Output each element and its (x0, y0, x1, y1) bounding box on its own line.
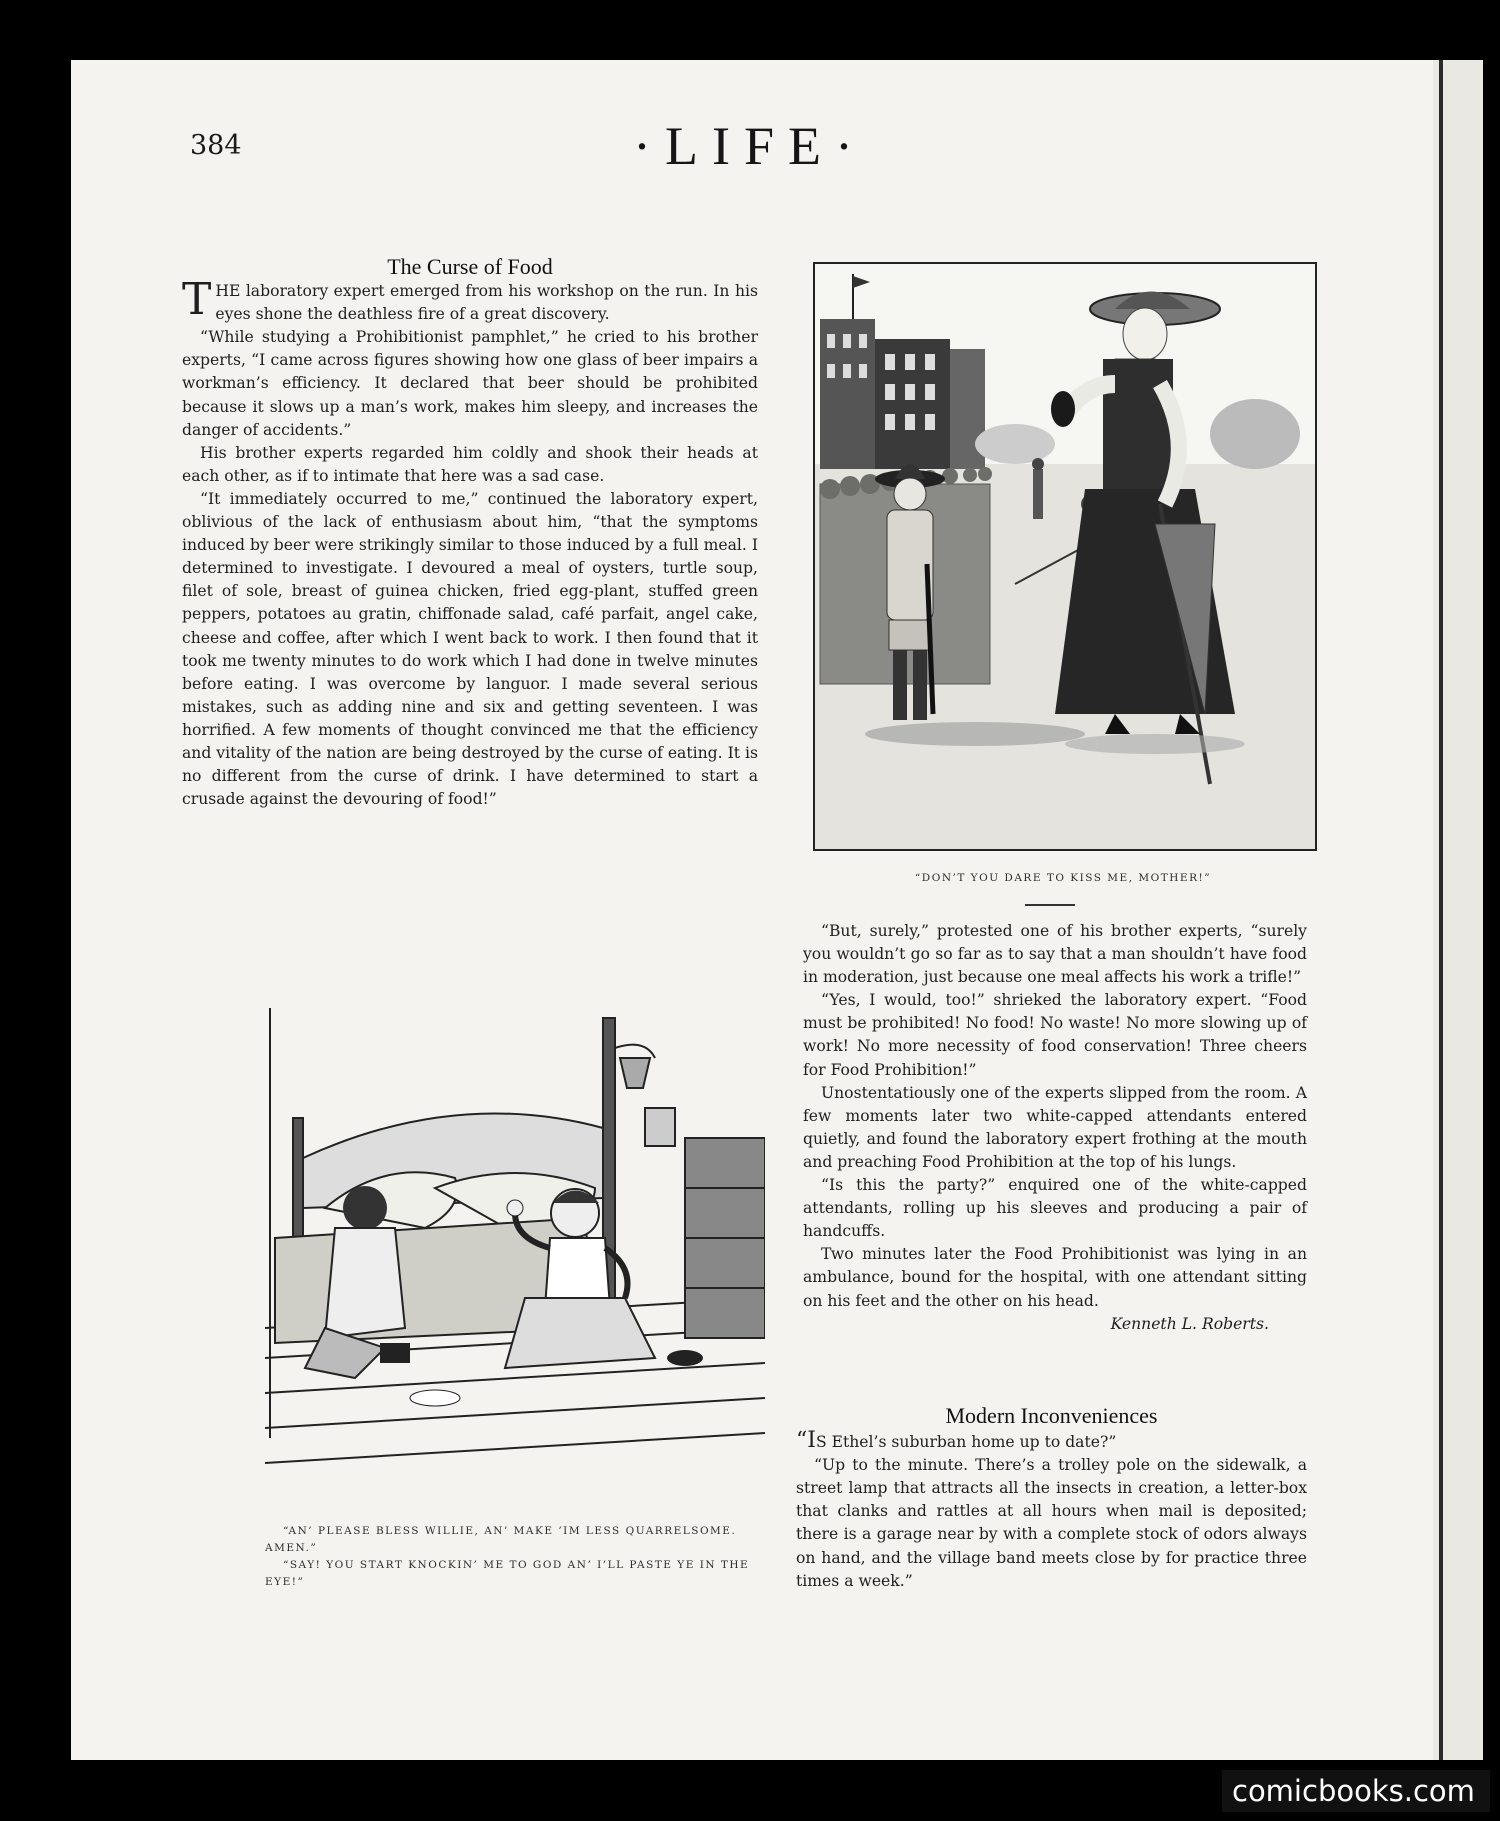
binding-edge (1439, 60, 1443, 1760)
masthead: ·LIFE· (633, 116, 867, 176)
article-paragraph: Two minutes later the Food Prohibitionist was lying in an ambulance, bound for the hospital, with one attendant sitting on his feet and the other on his head. (803, 1245, 1307, 1310)
article-paragraph: “Up to the minute. There’s a trolley pole on the sidewalk, a street lamp that attracts all the insects in creation, a letter-box that clanks and rattles at all hours when mail is deposited; there is a garage near by with a complete stock of odors always on hand, and the village band meets close by for practice three times a week.” (796, 1456, 1307, 1590)
cartoon-mother-and-soldier-boy (813, 262, 1317, 851)
article-paragraph: THE laboratory expert emerged from his workshop on the run. In his eyes shone the deathless fire of a great discovery. (182, 274, 758, 326)
author-signature: Kenneth L. Roberts. (1110, 1314, 1269, 1333)
article-modern-inconveniences (796, 1404, 1307, 1593)
article-paragraph: “Is this the party?” enquired one of the white-capped attendants, rolling up his sleeves and producing a pair of handcuffs. (803, 1176, 1307, 1241)
cartoon2-caption (265, 1523, 765, 1591)
article-paragraph: “While studying a Prohibitionist pamphlet,” he cried to his brother experts, “I came across figures showing how one glass of beer impairs a workman’s efficiency. It declared that beer should be prohibited because it slows up a man’s work, makes him sleepy, and increases the danger of accidents.” (182, 328, 758, 439)
drop-cap: T (182, 274, 212, 326)
cartoon1-caption: “DON’T YOU DARE TO KISS ME, MOTHER!” (914, 872, 1212, 884)
watermark-logo: comicbooks.com (1222, 1770, 1490, 1812)
article-title: Modern Inconveniences (945, 1403, 1158, 1428)
section-rule (1025, 904, 1075, 906)
article-paragraph: “Yes, I would, too!” shrieked the laboratory expert. “Food must be prohibited! No food! No waste! No more slowing up of work! No more necessity of food conservation! Three cheers for Food Prohibition!” (803, 991, 1307, 1079)
caption-line: “SAY! YOU START KNOCKIN’ ME TO GOD AN’ I’LL PASTE YE IN THE EYE!” (265, 1559, 750, 1588)
article-paragraph: “IS Ethel’s suburban home up to date?” (796, 1428, 1117, 1454)
article-paragraph: “But, surely,” protested one of his brother experts, “surely you wouldn’t go so far as to say that a man shouldn’t have food in moderation, just because one meal affects his work a trifle!” (803, 922, 1307, 987)
page-number: 384 (190, 130, 242, 161)
article-paragraph: Unostentatiously one of the experts slipped from the room. A few moments later two white-capped attendants entered quietly, and found the laboratory expert frothing at the mouth and preaching Food Prohibition at the top of his lungs. (803, 1083, 1307, 1171)
drop-cap: “I (796, 1428, 816, 1454)
article-title: The Curse of Food (387, 254, 553, 279)
caption-line: “AN’ PLEASE BLESS WILLIE, AN’ MAKE ’IM LESS QUARRELSOME. AMEN.” (265, 1525, 737, 1554)
cartoon-boys-bedtime-prayer (265, 998, 765, 1483)
article-paragraph: His brother experts regarded him coldly and shook their heads at each other, as if to intimate that here was a sad case. (182, 443, 758, 485)
article-curse-of-food-continued (803, 920, 1307, 1336)
article-curse-of-food (182, 255, 758, 811)
article-paragraph: “It immediately occurred to me,” continued the laboratory expert, oblivious of the lack of enthusiasm about him, “that the symptoms induced by beer were strikingly similar to those induced by a full meal. I determined to investigate. I devoured a meal of oysters, turtle soup, filet of sole, breast of guinea chicken, fried egg-plant, stuffed green peppers, potatoes au gratin, chiffonade salad, café parfait, angel cake, cheese and coffee, after which I went back to work. I then found that it took me twenty minutes to do work which I had done in twelve minutes before eating. I was overcome by languor. I made several serious mistakes, such as adding nine and six and getting seventeen. I was horrified. A few moments of thought convinced me that the efficiency and vitality of the nation are being destroyed by the curse of eating. It is no different from the curse of drink. I have determined to start a crusade against the devouring of food!” (182, 489, 758, 809)
facing-page-edge (1433, 60, 1483, 1760)
